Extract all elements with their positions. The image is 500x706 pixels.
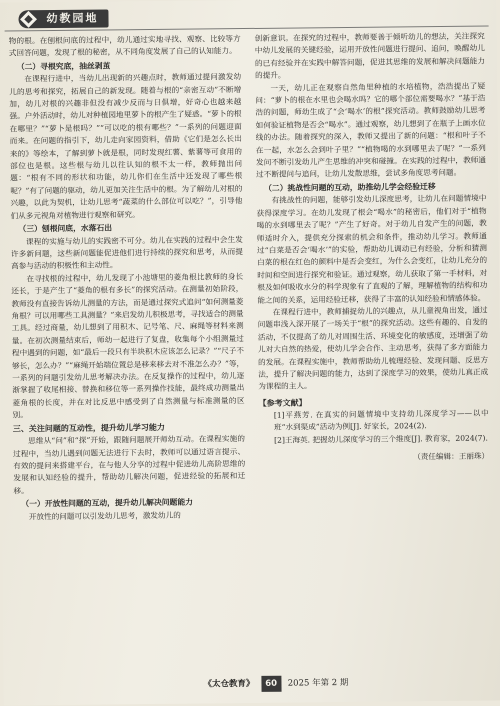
section-title: 幼教园地 — [46, 11, 99, 26]
page-header — [4, 3, 488, 31]
right-column — [255, 31, 490, 466]
paragraph: 创新意识。在探究的过程中，教师要善于倾听幼儿的想法，关注探究中幼儿发展的关键经验，运用开放性问题进行提问、追问，唤醒幼儿的已有经验并在实践中解答问题，促进其思维的发展和解决问题能力的提升。 — [254, 31, 486, 81]
subsection-heading: （一）开放性问题的互动，提升幼儿解决问题能力 — [21, 497, 193, 509]
paragraph: 课程的实施与幼儿的实践密不可分。幼儿在实践的过程中会生发许多新问题，这些新问题能促进他们进行持续的探究和思考，从而提高参与活动的积极性和主动性。 — [10, 234, 243, 271]
subsection-heading: （三）刨根问底，水落石出 — [18, 223, 113, 234]
paragraph: 思维从“问”和“探”开始，跟随问题展开师幼互动。在课程实施的过程中，当幼儿遇到问题无法进行下去时，教师可以通过语言提示、有效的提问来搭建平台，在与他人分享的过程中促进幼儿高阶思维的发展和认知经验的提升，帮助幼儿解决问题，促进经验的拓展和迁移。 — [13, 434, 246, 496]
paragraph: 一天，幼儿正在观察自然角里种植的水培植物，浩浩提出了疑问：“萝卜的根在水里也会喝水吗？它的哪个部位需要喝水？”基于浩浩的问题，师幼生成了“会‘喝水’的根”探究活动。教师鼓励幼儿思考如何验证植物是否会“喝水”。通过观察，幼儿想到了在瓶子上画水位线的办法。随着探究的深入，教师又提出了新的问题：“根和叶子不在一起，水怎么会到叶子里？”“植物喝的水到哪里去了呢？”一系列发问不断引发幼儿产生思维的冲突和碰撞。在实践的过程中，教师通过不断提问与追问，让幼儿发散思维，尝试多角度思考问题。 — [255, 81, 487, 180]
paragraph: 有挑战性的问题，能够引发幼儿深度思考，让幼儿在问题情境中获得深度学习。在幼儿发现了根会“喝水”的秘密后，他们对于“植物喝的水到哪里去了呢？”产生了好奇。对于幼儿自发产生的问题，教师适时介入，提供充分探索的机会和条件，推动幼儿学习。教师通过“白菜是否会‘喝水’”的实验，帮助幼儿调动已有经验，分析和猜测白菜的根在红色的颜料中是否会变红，为什么会变红，让幼儿充分的时间和空间进行探究和验证。通过观察，幼儿获取了第一手材料，对根及如何吸收水分的科学现象有了直观的了解，理解植物的结构和功能之间的关系，运用经验迁移，获得了丰富的认知经验和情感体验。 — [256, 193, 488, 305]
section-tab — [18, 9, 108, 28]
paragraph: 在课程行进中，当幼儿出现新的兴趣点时，教师通过提问激发幼儿的思考和探究，拓展自己的新发现。随着与根的“亲密互动”不断增加，幼儿对根的兴趣非但没有减少反而与日俱增，好奇心也越来越强。户外活动时，幼儿对种植园地里萝卜的根产生了疑惑。“萝卜的根在哪里？”“萝卜是根吗？”“可以吃的根有哪些？”一系列的问题迎面而来。在问题的指引下，幼儿走向家园资料，借助《它们是怎么长出来的》等绘本，了解到萝卜就是根，同时发现红薯、紫薯等可食用的部位也是根。这些根与幼儿以往认知的根不太一样，教师抛出问题：“根有不同的形状和功能，幼儿你们在生活中还发现了哪些根呢？”有了问题的驱动，幼儿更加关注生活中的根。为了解幼儿对根的兴趣，以此为契机，让幼儿思考“蔬菜的什么部位可以吃？”，引导他们从多元视角对植物进行观察和研究。 — [9, 72, 243, 221]
diamond-icon — [20, 11, 37, 28]
references-title: 【参考文献】 — [258, 398, 307, 408]
subsection-heading: （二）挑战性问题的互动，助推幼儿学会经验迁移 — [264, 181, 436, 193]
paragraph: 在课程行进中，教师捕捉幼儿的兴趣点，从儿童视角出发，通过问题串浅入深开展了一场关于“根”的探究活动。这些有趣的、自发的活动，不仅提高了幼儿对周围生活、环境变化的敏感度，还增强了幼儿对大自然的热爱，使幼儿学会合作、主动思考，获得了多方面能力的发展。在课程实施中，教师帮助幼儿梳理经验、发现问题、反思方法，提升了解决问题的能力，达到了深度学习的效果，使幼儿真正成为课程的主人。 — [257, 305, 489, 392]
editor-credit: （责任编辑：王丽珠） — [413, 451, 490, 462]
paragraph: 物的根。在刨根问底的过程中，幼儿通过实地寻找、观察、比较等方式回答问题，发现了根的秘密，从不同角度发展了自己的认知能力。 — [8, 34, 241, 58]
subsection-heading: （二）寻根究底，抽丝剥茧 — [16, 61, 111, 72]
page-footer — [203, 675, 348, 693]
paragraph: 在寻找根的过程中，幼儿发现了小池塘里的菱角根比教师的身长还长，于是产生了“菱角的根有多长”的探究活动。在测量初始阶段，教师没有直接告诉幼儿测量的方法，而是通过探究式追问“如何测量菱角根？可以用哪些工具测量？”来启发幼儿积极思考，寻找适合的测量工具。经过商量，幼儿想到了用积木、记号笔、尺、麻绳等材料来测量。在初次测量结束后，师幼一起进行了复盘，收集每个小组测量过程中遇到的问题，如“最后一段只有半块积木应该怎么记录？”“尺子不够长，怎么办？”“麻绳开始端位置总是移来移去对不准怎么办？”等，一系列的问题引发幼儿思考解决办法。在反复操作的过程中，幼儿逐渐掌握了收尾相接、替换和移位等一系列操作技能，最终成功测量出菱角根的长度，并在对比反思中感受到了自然测量与标准测量的区别。 — [11, 271, 245, 420]
section-heading: 三、关注问题的互动性，提升幼儿学习能力 — [12, 422, 165, 434]
page-number: 60 — [261, 676, 281, 692]
issue-label: 2025 年第 2 期 — [287, 677, 349, 689]
paragraph: 开放性的问题可以引发幼儿思考，激发幼儿的 — [28, 510, 181, 521]
left-column — [9, 33, 246, 523]
reference-item: [2]王海英. 把握幼儿深度学习的三个维度[J]. 教育家，2024(7). — [274, 433, 488, 445]
magazine-name: 《太仓教育》 — [203, 678, 255, 690]
reference-item: [1]平燕芳. 在真实的问题情境中支持幼儿深度学习——以中班“水到渠成”活动为例[J]. 好家长，2024(2). — [273, 408, 489, 432]
